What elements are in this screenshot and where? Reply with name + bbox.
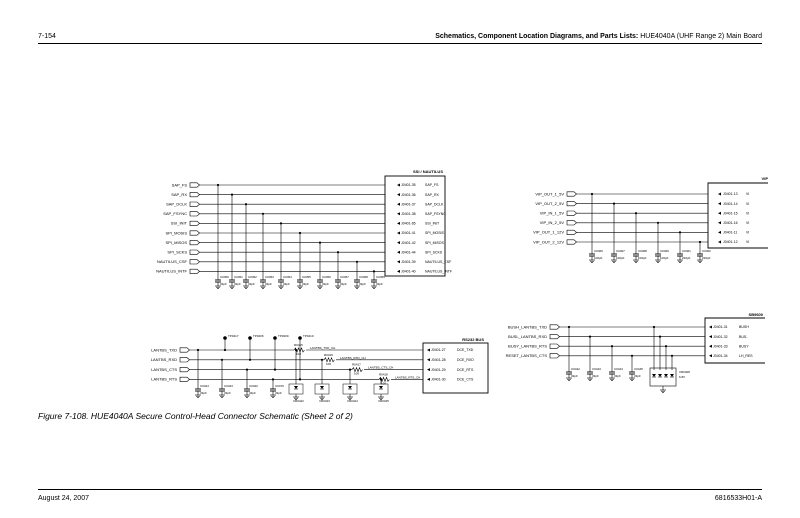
rs232-title: RS232 BUS <box>462 337 484 342</box>
capacitor-value: 33pF <box>302 282 309 286</box>
sb9600-port-name: BUSY <box>739 344 749 349</box>
sb9600-pin-number: J0401-34 <box>713 354 728 358</box>
diode-ref: VR0422 <box>293 399 304 403</box>
ssi-port-name: SPI_SCKS <box>425 250 443 255</box>
capacitor-ref: C0467 <box>616 249 625 253</box>
capacitor-value: 100pF <box>660 256 669 260</box>
junction-dot <box>224 349 226 351</box>
capacitor-value: 33pF <box>265 282 272 286</box>
vip-pin-number: J0401-15 <box>723 211 738 216</box>
resistor-value: 100 <box>326 361 332 366</box>
diode-symbol <box>379 386 383 389</box>
junction-dot <box>231 194 233 196</box>
rs232-port-name: DCE_TXD <box>457 348 474 353</box>
ssi-pin-number: J0401-40 <box>401 269 416 274</box>
diode-ref: VR0425 <box>378 399 389 403</box>
offpage-port <box>550 334 560 338</box>
resistor-value: 100 <box>381 381 387 386</box>
capacitor-ref: C0444 <box>614 367 623 371</box>
junction-dot <box>221 359 223 361</box>
junction-dot <box>699 241 701 243</box>
offpage-port <box>550 354 560 358</box>
rs232-pin-number: J0401-29 <box>431 367 446 372</box>
capacitor-ref: C0456 <box>322 275 331 279</box>
rs232-pin-number: J0401-27 <box>431 348 446 353</box>
rs232-net-name: LANTBS_CTS_CH <box>368 365 394 370</box>
offpage-port <box>567 211 577 215</box>
pin-arrow <box>427 358 430 361</box>
vip-port-name: VI <box>746 221 750 225</box>
junction-dot <box>337 251 339 253</box>
junction-dot <box>299 378 301 380</box>
junction-dot <box>659 336 661 338</box>
ssi-pin-number: J0401-44 <box>401 250 416 255</box>
capacitor-value: 33pF <box>249 391 256 395</box>
ssi-signal-name: SAP_FSYNC <box>163 211 187 217</box>
offpage-port <box>180 377 190 381</box>
sb9600-pin-number: J0401-31 <box>713 325 728 330</box>
offpage-port <box>567 201 577 205</box>
junction-dot <box>321 359 323 361</box>
ssi-pin-number: J0401-38 <box>401 212 416 216</box>
pin-arrow <box>397 222 400 225</box>
rs232-signal-name: LANTBS_TXD <box>151 347 177 353</box>
offpage-port <box>550 325 560 329</box>
vip-port-name: VI <box>746 192 750 197</box>
offpage-port <box>190 231 200 235</box>
capacitor-ref: C0442 <box>571 367 580 371</box>
vip-port-name: VI <box>746 211 750 216</box>
capacitor-ref: C0469 <box>660 249 669 253</box>
vip-pin-number: J0401-13 <box>723 192 738 197</box>
capacitor-value: 33pF <box>234 282 241 286</box>
junction-dot <box>295 349 297 351</box>
capacitor-value: 33pF <box>200 391 207 395</box>
rs232-signal-name: LANTBS_CTS <box>151 366 177 372</box>
pin-arrow <box>709 335 712 338</box>
resistor-ref: R0415 <box>294 343 303 347</box>
capacitor-ref: C0457 <box>340 275 349 279</box>
rs232-port-name: DCE_RTS <box>457 367 474 372</box>
capacitor-ref: C0459 <box>376 275 385 279</box>
junction-dot <box>245 203 247 205</box>
diode-ref: VR0423 <box>319 399 330 403</box>
pin-arrow <box>427 349 430 352</box>
sb9600-port-name: BUSH <box>739 325 749 330</box>
sb9600-port-name: LH_RES <box>739 354 753 358</box>
ssi-signal-name: SAP_FS <box>171 182 187 188</box>
offpage-port <box>190 183 200 187</box>
ssi-signal-name: SPI_MOSIS <box>165 230 187 236</box>
diode-array-ref: VR0408 <box>679 370 690 374</box>
resistor-ref: R0417 <box>352 362 361 367</box>
vip-signal-name: VIP_OUT_1_5V <box>535 191 564 197</box>
diode-symbol <box>670 374 674 377</box>
vip-signal-name: VIP_OUT_1_12V <box>533 229 564 235</box>
junction-dot <box>272 378 274 380</box>
junction-dot <box>665 345 667 347</box>
vip-signal-name: VIP_OUT_2_12V <box>533 239 564 245</box>
junction-dot <box>671 355 673 357</box>
capacitor-ref: C0423 <box>224 384 233 388</box>
diode-ref: VR0424 <box>347 399 358 403</box>
pin-arrow <box>709 354 712 357</box>
testpoint-ref: TP0406 <box>253 334 264 338</box>
ssi-port-name: SPI_MISOS <box>425 240 444 245</box>
vip-pin-number: J0401-12 <box>723 240 738 245</box>
testpoint-ref: TP0417 <box>228 334 239 338</box>
pin-arrow <box>397 232 400 235</box>
diode-symbol <box>348 386 352 389</box>
resistor-ref: R0416 <box>324 352 333 357</box>
vip-signal-name: VIP_IN_1_5V <box>539 210 564 216</box>
rs232-signal-name: LANTBS_RTS <box>151 376 177 382</box>
ssi-port-name: SAP_DCLK <box>425 202 444 207</box>
capacitor-ref: C0468 <box>638 249 647 253</box>
vip-port-name: VI <box>746 240 750 245</box>
ssi-pin-number: J0401-42 <box>401 240 416 245</box>
offpage-port <box>190 269 200 273</box>
offpage-port <box>567 221 577 225</box>
ssi-signal-name: SPI_MISOS <box>165 239 187 245</box>
rs232-net-name: LANTBS_RTS_CH <box>395 375 421 380</box>
vip-connector-box <box>708 183 768 248</box>
header-title-bold: Schematics, Component Location Diagrams, and Parts Lists: <box>435 33 639 40</box>
capacitor-value: 33pF <box>592 374 599 378</box>
rs232-net-name: LANTBS_RXD_CH <box>340 355 366 360</box>
capacitor-ref: C0454 <box>283 275 292 279</box>
figure-caption: Figure 7-108. HUE4040A Secure Control-Head Connector Schematic (Sheet 2 of 2) <box>38 411 353 421</box>
capacitor-value: 100pF <box>616 256 625 260</box>
capacitor-value: 220pF <box>682 256 691 260</box>
resistor-ref: R0418 <box>379 372 388 377</box>
ssi-port-name: SPI_MOSIS <box>425 231 444 236</box>
pin-arrow <box>427 368 430 371</box>
capacitor-ref: C0452 <box>248 275 257 279</box>
offpage-port <box>567 192 577 196</box>
junction-dot <box>613 203 615 205</box>
offpage-port <box>550 344 560 348</box>
pin-arrow <box>397 241 400 244</box>
pin-arrow <box>397 270 400 273</box>
vip-port-name: VI <box>746 230 750 235</box>
vip-title: VIP <box>761 176 768 181</box>
ssi-port-name: SSI_INIT <box>425 221 440 226</box>
ssi-signal-name: SPI_SCKS <box>167 249 187 255</box>
junction-dot <box>631 355 633 357</box>
ssi-port-name: NAUTILUS_CSF <box>425 260 452 264</box>
footer-rule <box>38 489 762 490</box>
offpage-port <box>567 230 577 234</box>
junction-dot <box>356 261 358 263</box>
ssi-pin-number: J0401-35 <box>401 183 416 188</box>
pin-arrow <box>397 212 400 215</box>
footer-date: August 24, 2007 <box>38 495 89 502</box>
rs232-port-name: DCE_CTS <box>457 377 474 382</box>
ssi-nautilus-title: SSI / NAUTILUS <box>412 169 443 174</box>
offpage-port <box>190 250 200 254</box>
pin-arrow <box>397 193 400 196</box>
capacitor-value: 220pF <box>702 256 711 260</box>
rs232-port-name: DCE_RXD <box>457 358 474 362</box>
offpage-port <box>190 221 200 225</box>
junction-dot <box>568 326 570 328</box>
capacitor-ref: C0461 <box>682 249 691 253</box>
vip-signal-name: VIP_OUT_2_5V <box>535 200 564 206</box>
rs232-pin-number: J0401-28 <box>431 358 446 362</box>
page-number: 7-154 <box>38 33 56 40</box>
capacitor-ref: C0466 <box>594 249 603 253</box>
junction-dot <box>249 359 251 361</box>
junction-dot <box>197 349 199 351</box>
junction-dot <box>280 222 282 224</box>
ssi-signal-name: SAP_DCLK <box>166 201 187 207</box>
capacitor-ref: C0453 <box>265 275 274 279</box>
pin-arrow <box>709 326 712 329</box>
capacitor-value: 33pF <box>224 391 231 395</box>
capacitor-ref: C0451 <box>234 275 243 279</box>
rs232-net-name: LANTBS_TXD_CH <box>310 346 336 350</box>
sb9600-signal-name: RESET_LANTBS_CTS <box>505 353 547 359</box>
capacitor-ref: C0422 <box>249 384 258 388</box>
junction-dot <box>262 213 264 215</box>
offpage-port <box>190 260 200 264</box>
capacitor-value: 100pF <box>638 256 647 260</box>
pin-arrow <box>718 202 721 205</box>
ssi-pin-number: J0401-41 <box>401 231 416 236</box>
capacitor-ref: C0450 <box>220 275 229 279</box>
capacitor-value: 33pF <box>571 374 578 378</box>
sb9600-signal-name: BUSY_LANTBS_RTS <box>508 343 547 349</box>
offpage-port <box>190 192 200 196</box>
capacitor-ref: C0455 <box>302 275 311 279</box>
capacitor-ref: C0445 <box>634 367 643 371</box>
capacitor-value: 33pF <box>220 282 227 286</box>
testpoint-ref: TP0409 <box>278 334 289 338</box>
sb9600-signal-name: BUSL_LANTBS_RXD <box>508 333 547 339</box>
pin-arrow <box>709 345 712 348</box>
ssi-signal-name: NAUTILUS_CSF <box>156 259 187 265</box>
capacitor-value: 33pF <box>275 391 282 395</box>
capacitor-value: 100pF <box>594 256 603 260</box>
junction-dot <box>274 369 276 371</box>
vip-pin-number: J0401-11 <box>723 230 738 235</box>
offpage-port <box>567 240 577 244</box>
sb9600-signal-name: BUSH_LANTBS_TXD <box>507 324 547 330</box>
offpage-port <box>190 212 200 216</box>
ssi-port-name: SAP_RX <box>425 192 439 197</box>
junction-dot <box>611 345 613 347</box>
ssi-signal-name: SSI_INIT <box>170 220 187 226</box>
ssi-port-name: SAP_FS <box>425 183 439 188</box>
junction-dot <box>657 222 659 224</box>
junction-dot <box>679 231 681 233</box>
diode-array-value: 6.8V <box>679 375 686 379</box>
diode-symbol <box>320 386 324 389</box>
junction-dot <box>635 212 637 214</box>
capacitor-ref: C0443 <box>592 367 601 371</box>
offpage-port <box>180 348 190 352</box>
junction-dot <box>373 270 375 272</box>
ssi-pin-number: J0401-36 <box>401 192 416 197</box>
capacitor-ref: C0462 <box>702 249 711 253</box>
pin-arrow <box>397 251 400 254</box>
offpage-port <box>190 202 200 206</box>
pin-arrow <box>718 241 721 244</box>
resistor-value: 100 <box>296 352 302 356</box>
header-title-board: HUE4040A (UHF Range 2) Main Board <box>640 33 762 40</box>
rs232-pin-number: J0401-30 <box>431 377 446 382</box>
testpoint-ref: TP0410 <box>303 334 314 338</box>
vip-pin-number: J0401-16 <box>723 221 738 225</box>
pin-arrow <box>718 221 721 224</box>
junction-dot <box>299 232 301 234</box>
resistor-value: 100 <box>354 371 360 376</box>
junction-dot <box>349 369 351 371</box>
junction-dot <box>246 369 248 371</box>
offpage-port <box>190 240 200 244</box>
vip-port-name: VI <box>746 201 750 206</box>
junction-dot <box>217 184 219 186</box>
rs232-signal-name: LANTBS_RXD <box>150 357 177 363</box>
sb9600-pin-number: J0401-33 <box>713 344 728 349</box>
junction-dot <box>591 193 593 195</box>
offpage-port <box>180 367 190 371</box>
diode-symbol <box>658 374 662 377</box>
diode-symbol <box>652 374 656 377</box>
pin-arrow <box>718 193 721 196</box>
capacitor-value: 33pF <box>614 374 621 378</box>
capacitor-value: 33pF <box>340 282 347 286</box>
junction-dot <box>319 242 321 244</box>
ssi-port-name: NAUTILUS_INTF <box>425 269 453 274</box>
pin-arrow <box>397 260 400 263</box>
pin-arrow <box>397 203 400 206</box>
capacitor-value: 33pF <box>322 282 329 286</box>
ssi-pin-number: J0401-39 <box>401 260 416 264</box>
ssi-port-name: SAP_FSYNC <box>425 212 446 216</box>
ssi-signal-name: SAP_RX <box>171 191 187 197</box>
ssi-signal-name: NAUTILUS_INTF <box>156 268 187 274</box>
capacitor-ref: C0458 <box>359 275 368 279</box>
pin-arrow <box>427 378 430 381</box>
junction-dot <box>380 378 382 380</box>
capacitor-value: 33pF <box>283 282 290 286</box>
sb9600-pin-number: J0401-32 <box>713 334 728 339</box>
diode-symbol <box>664 374 668 377</box>
offpage-port <box>180 358 190 362</box>
footer-doc-number: 6816533H01-A <box>714 495 762 502</box>
capacitor-value: 33pF <box>634 374 641 378</box>
ssi-pin-number: J0401-65 <box>401 221 416 226</box>
pin-arrow <box>397 184 400 187</box>
pin-arrow <box>718 212 721 215</box>
junction-dot <box>653 326 655 328</box>
capacitor-ref: C0470 <box>275 384 284 388</box>
pin-arrow <box>718 231 721 234</box>
vip-pin-number: J0401-14 <box>723 201 738 206</box>
capacitor-value: 33pF <box>248 282 255 286</box>
sb9600-title: SB9600 <box>748 312 763 317</box>
capacitor-value: 33pF <box>359 282 366 286</box>
vip-signal-name: VIP_IN_2_5V <box>539 220 564 226</box>
junction-dot <box>589 336 591 338</box>
capacitor-value: 33pF <box>376 282 383 286</box>
capacitor-ref: C0424 <box>200 384 209 388</box>
diode-symbol <box>294 386 298 389</box>
ssi-pin-number: J0401-37 <box>401 202 416 207</box>
sb9600-port-name: BUS- <box>739 334 748 339</box>
